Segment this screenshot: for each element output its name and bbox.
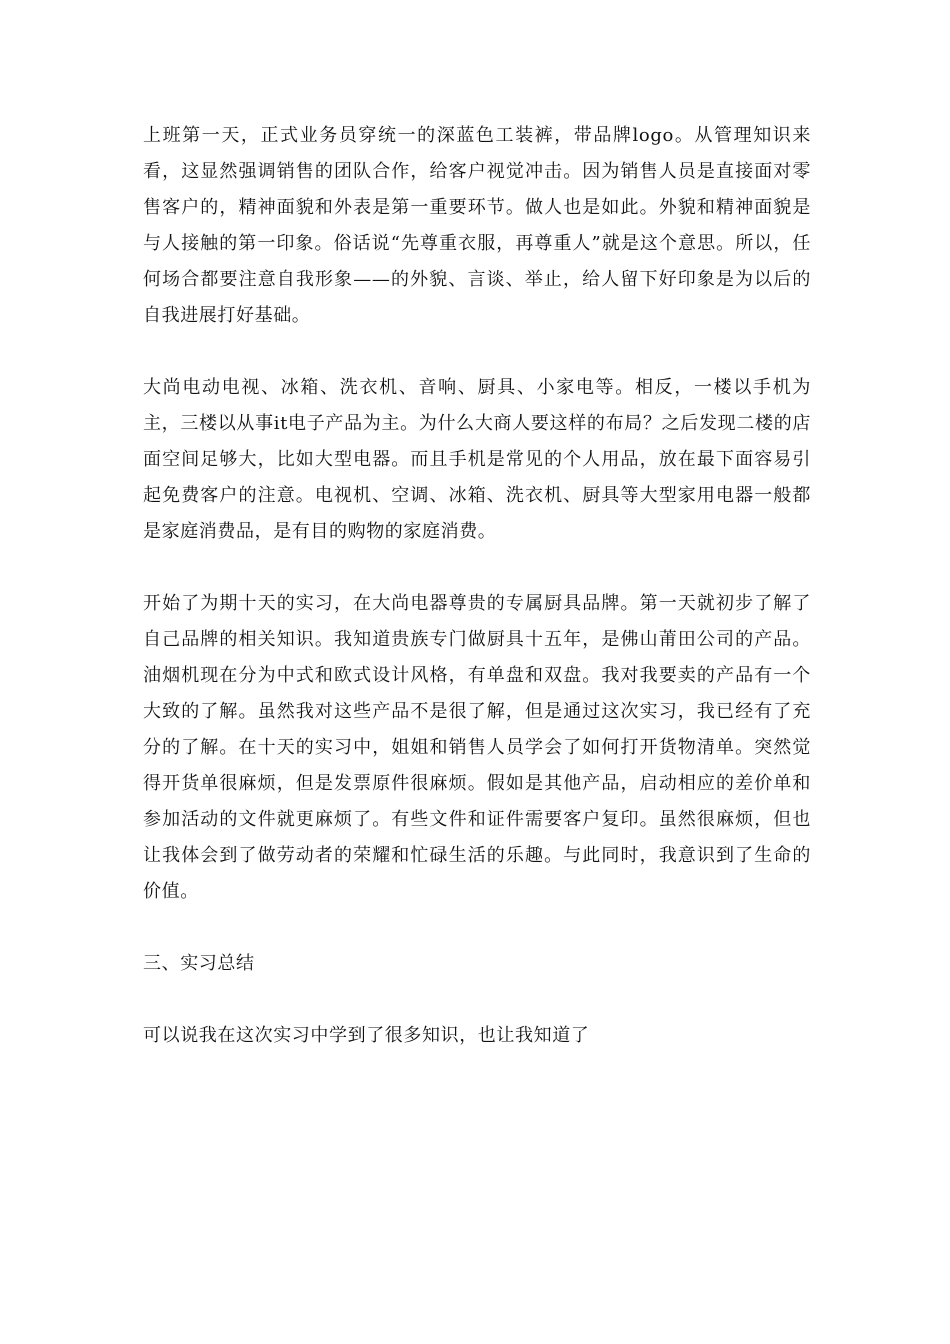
document-body — [143, 118, 811, 1054]
paragraph-store-layout: 大尚电动电视、冰箱、洗衣机、音响、厨具、小家电等。相反，一楼以手机为主，三楼以从事it电子产品为主。为什么大商人要这样的布局？之后发现二楼的店面空间足够大，比如大型电器。而且手机是常见的个人用品，放在最下面容易引起免费客户的注意。电视机、空调、冰箱、洗衣机、厨具等大型家用电器一般都是家庭消费品，是有目的购物的家庭消费。 — [143, 377, 811, 542]
paragraph-summary: 可以说我在这次实习中学到了很多知识，也让我知道了 — [143, 1025, 590, 1046]
section-heading: 三、实习总结 — [143, 953, 255, 974]
paragraph-internship: 开始了为期十天的实习，在大尚电器尊贵的专属厨具品牌。第一天就初步了解了自己品牌的相关知识。我知道贵族专门做厨具十五年，是佛山莆田公司的产品。油烟机现在分为中式和欧式设计风格，有单盘和双盘。我对我要卖的产品有一个大致的了解。虽然我对这些产品不是很了解，但是通过这次实习，我已经有了充分的了解。在十天的实习中，姐姐和销售人员学会了如何打开货物清单。突然觉得开货单很麻烦，但是发票原件很麻烦。假如是其他产品，启动相应的差价单和参加活动的文件就更麻烦了。有些文件和证件需要客户复印。虽然很麻烦，但也让我体会到了做劳动者的荣耀和忙碌生活的乐趣。与此同时，我意识到了生命的价值。 — [143, 593, 811, 902]
paragraph-uniform: 上班第一天，正式业务员穿统一的深蓝色工装裤，带品牌logo。从管理知识来看，这显然强调销售的团队合作，给客户视觉冲击。因为销售人员是直接面对零售客户的，精神面貌和外表是第一重要环节。做人也是如此。外貌和精神面貌是与人接触的第一印象。俗话说“先尊重衣服，再尊重人”就是这个意思。所以，任何场合都要注意自我形象——的外貌、言谈、举止，给人留下好印象是为以后的自我进展打好基础。 — [143, 125, 811, 326]
